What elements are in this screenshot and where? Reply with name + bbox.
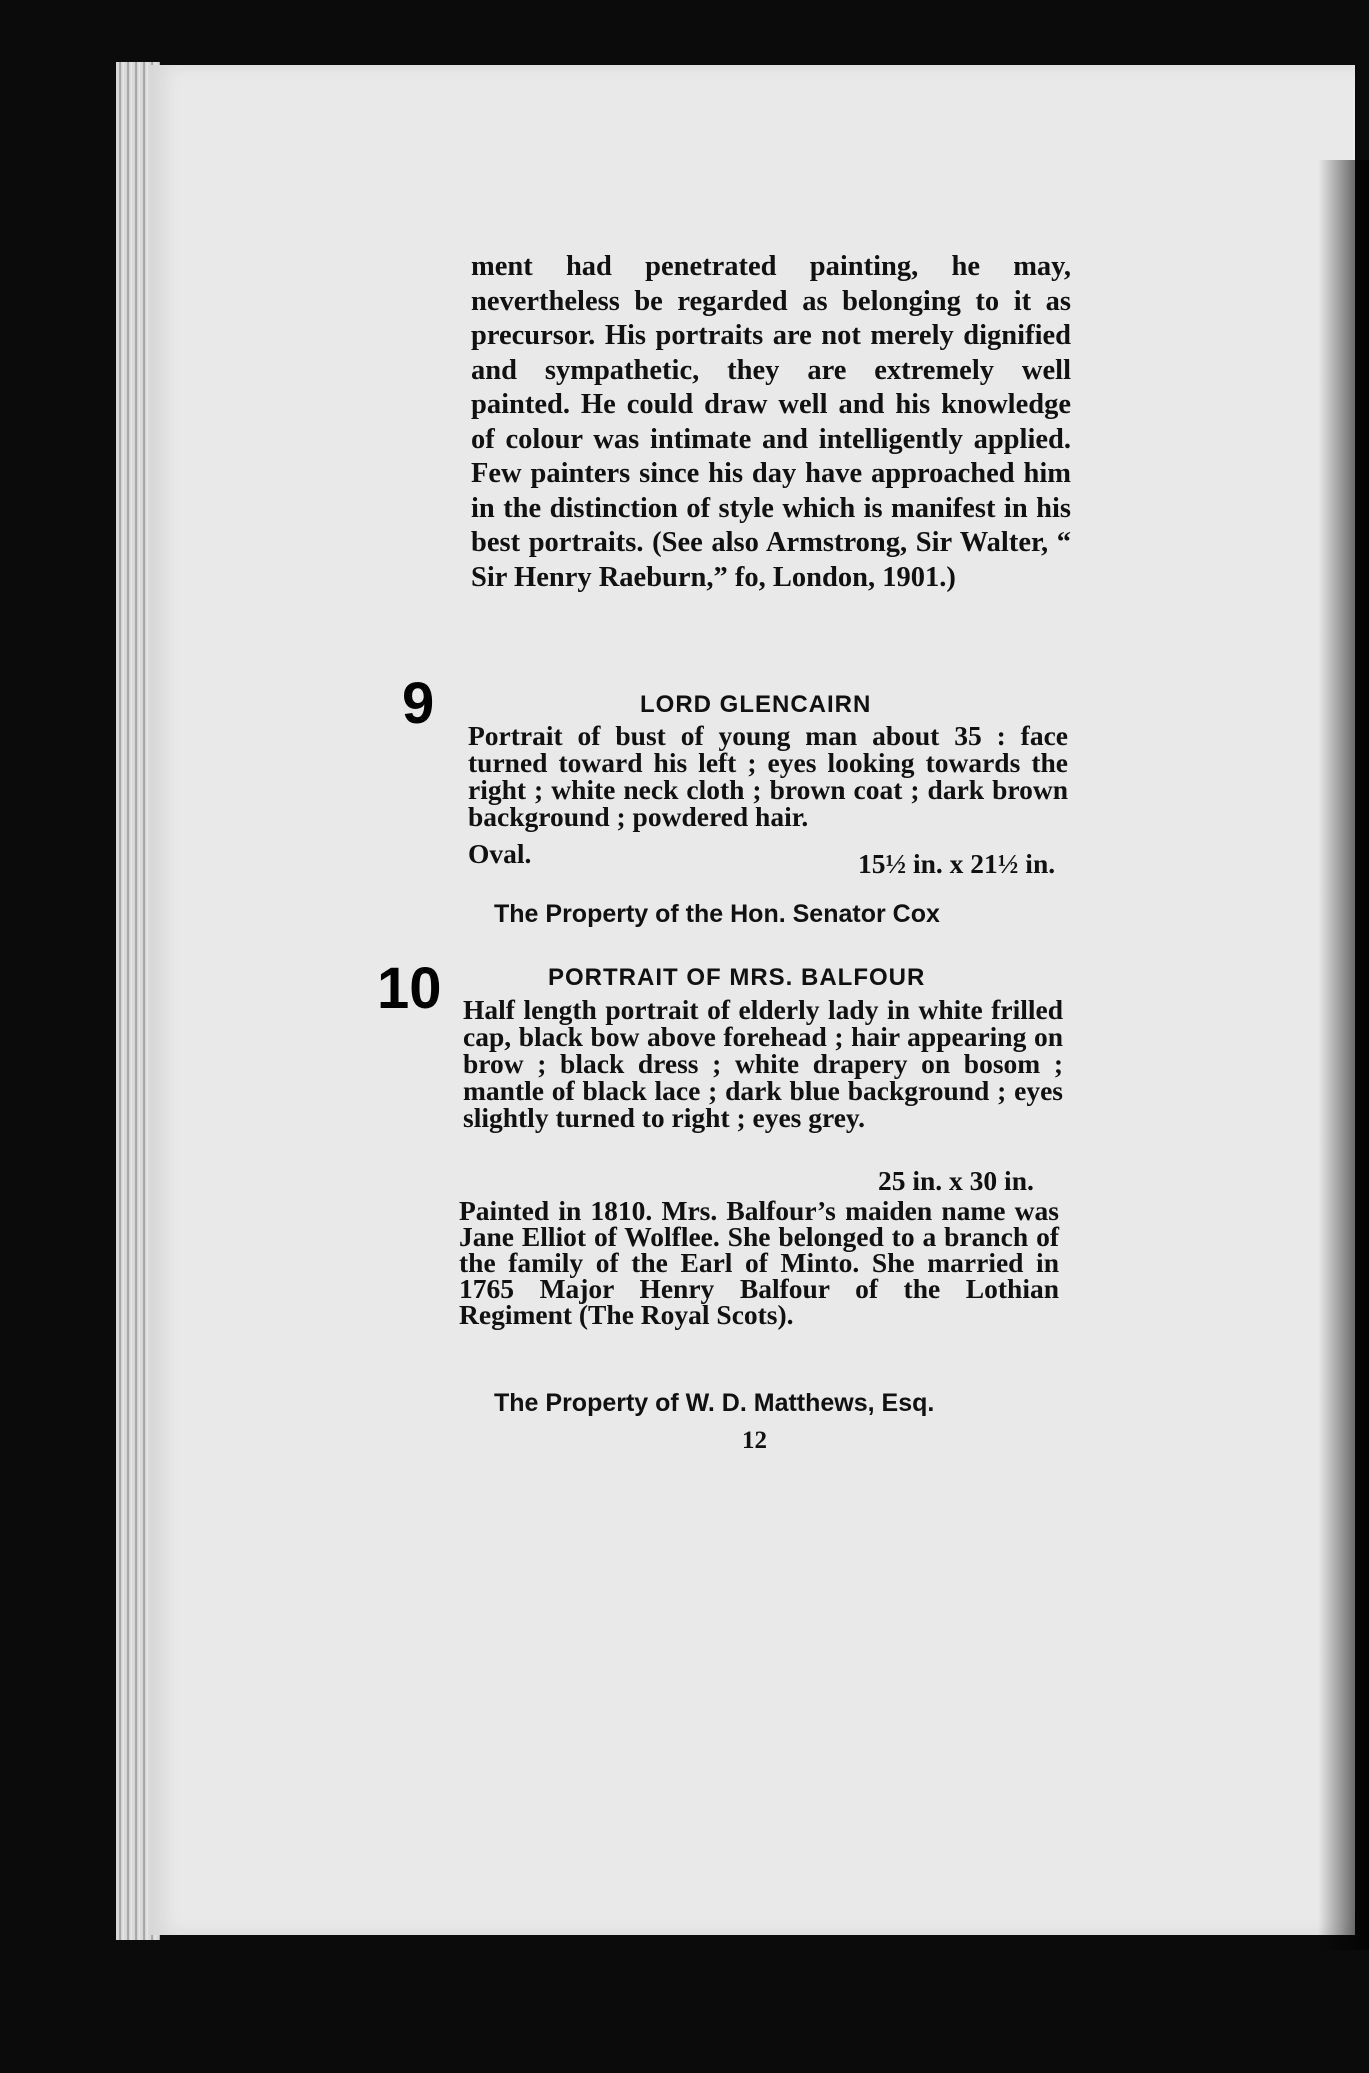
lot-description: Half length portrait of elderly lady in white frilled cap, black bow above forehead ; hair appearing on brow ; black dress ; white drapery on bosom ; mantle of black lace ; dark blue background ; eyes slightly turned to right ; eyes grey. <box>463 994 1063 1133</box>
lot-number: 10 <box>377 956 442 1021</box>
lot-title: LORD GLENCAIRN <box>640 691 872 718</box>
lot-number: 9 <box>402 671 435 736</box>
lot-dimensions: 15½ in. x 21½ in. <box>858 848 1056 879</box>
intro-paragraph: ment had penetrated painting, he may, nevertheless be regarded as belonging to it as precursor. His portraits are not merely dignified and sympathetic, they are extremely well painted. He could draw well and his knowledge of colour was intimate and intelligently applied. Few painters since his day have approached him in the distinction of style which is manifest in his best portraits. (See also Armstrong, Sir Walter, “ Sir Henry Raeburn,” fo, London, 1901.) <box>471 251 1071 593</box>
lot-dimensions: 25 in. x 30 in. <box>878 1165 1034 1196</box>
lot-title: PORTRAIT OF MRS. BALFOUR <box>548 964 926 991</box>
lot-property-line: The Property of the Hon. Senator Cox <box>494 900 940 928</box>
lot-description: Portrait of bust of young man about 35 : face turned toward his left ; eyes looking towards the right ; white neck cloth ; brown coat ; dark brown background ; powdered hair. <box>468 720 1068 832</box>
lot-shape: Oval. <box>468 838 532 869</box>
lot-property-line: The Property of W. D. Matthews, Esq. <box>494 1389 935 1417</box>
gutter-shadow <box>1318 160 1369 1950</box>
page-number: 12 <box>742 1427 767 1454</box>
lot-note: Painted in 1810. Mrs. Balfour’s maiden name was Jane Elliot of Wolflee. She belonged to a branch of the family of the Earl of Minto. She married in 1765 Major Henry Balfour of the Lothian Regiment (The Royal Scots). <box>459 1195 1059 1330</box>
